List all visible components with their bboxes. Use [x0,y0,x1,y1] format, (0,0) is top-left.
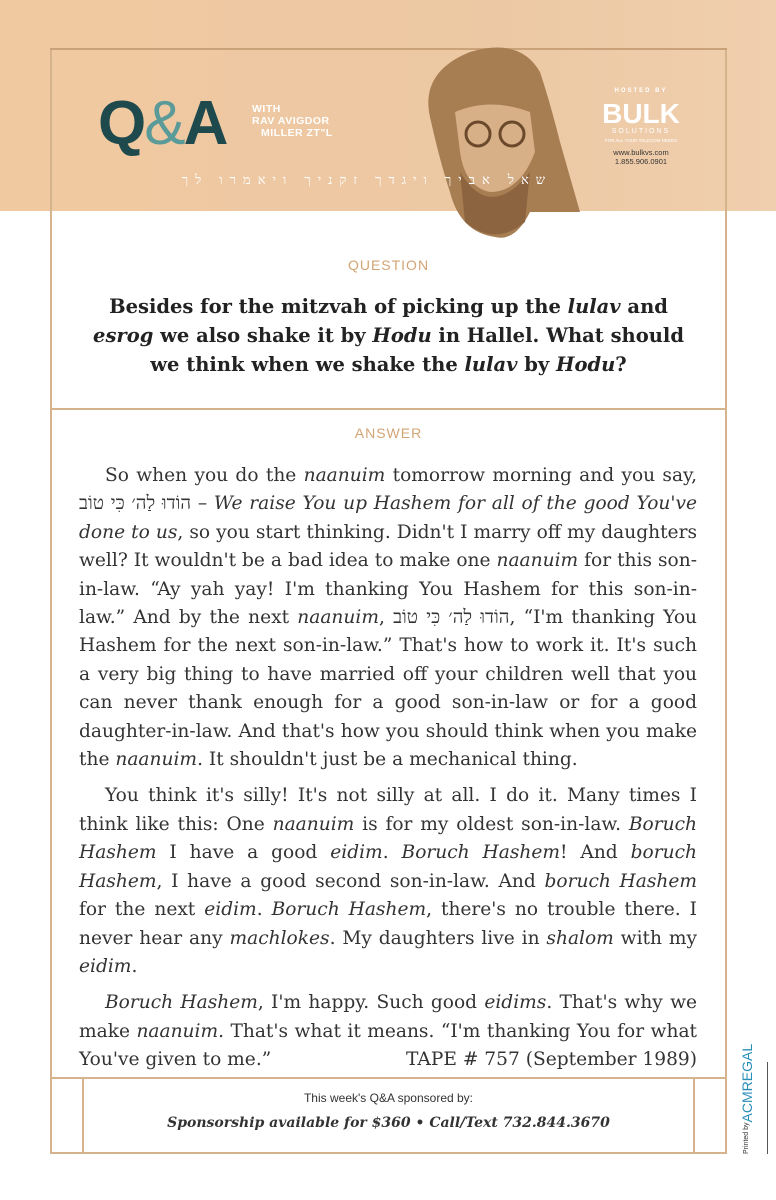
italic-term: naanuim [297,607,379,629]
rav-portrait-icon [410,42,580,242]
italic-term: esrog [93,324,154,347]
hebrew-phrase: הוֹדוּ לַה׳ כִּי טוֹב [393,607,510,629]
italic-term: naanuim [303,465,386,486]
answer-paragraph [79,462,697,774]
printer-logo [738,1043,768,1154]
italic-term: eidim [79,955,132,977]
italic-term: lulav [567,295,621,318]
with-rav-text: WITH RAV AVIGDOR MILLER ZT"L [252,103,333,139]
text-run: eidims [484,992,547,1014]
text-run: , “I'm thanking You Hashem for the next son-in-law.” That's how to work it. It's such a very big thing to have married off your children well that you can never thank enough for a good son-in-law or for a good daughter-in-law. And that's how you should think when you make the [79,607,698,771]
text-run: naanuim [136,1020,219,1042]
text-run: , I have a good second son-in-law. And [156,870,545,892]
sponsored-by-label: This week's Q&A sponsored by: [303,1091,474,1105]
italic-term: lulav [464,353,518,376]
text-run: . It shouldn't just be a mechanical thing. [197,749,578,771]
answer-paragraph [79,782,697,981]
text-run: I have a good [156,842,331,864]
italic-term: eidim [204,899,257,921]
qa-logo: Q&A [98,89,227,158]
italic-term: We raise You up Hashem for all of the good You've done to us [79,493,697,543]
italic-term: Hodu [372,324,432,347]
italic-term: machlokes [229,927,330,949]
answer-label: ANSWER [354,425,423,441]
italic-term: eidim [330,842,383,864]
text-run: Boruch Hashem [105,992,258,1014]
answer-paragraph [79,989,697,1074]
bulk-solutions-logo: HOSTED BY BULK SOLUTIONS FOR ALL YOUR TELECOM NEEDS www.bulkvs.com 1.855.906.0901 [588,88,694,166]
italic-term: naanuim [496,550,579,572]
italic-term: Boruch Hashem [401,842,561,864]
top-rule [50,48,727,50]
text-run: – [191,493,214,515]
italic-term: Boruch Hashem [271,899,427,921]
sponsor-footer [50,1077,727,1154]
text-run: tomorrow morning and you say, [385,465,698,486]
italic-term: naanuim [272,813,355,835]
text-run: ? [615,353,627,376]
text-run: . [256,899,272,921]
text-run: with my [613,927,697,949]
hebrew-phrase: הוֹדוּ לַה׳ כִּי טוֹב [79,493,192,515]
section-divider [50,408,727,410]
text-run: and [620,295,668,318]
text-run: we also shake it by [153,324,373,347]
text-run: for this son-in-law. “Ay yah yay! I'm thanking You Hashem for this son-in-law.” And by the next [79,550,697,629]
printer-brand: ACMREGAL [739,1043,755,1123]
text-run: . [382,842,402,864]
text-run: , there's no trouble there. I never hear any [79,899,697,949]
text-run: . [131,955,138,977]
italic-term: naanuim [115,749,198,771]
question-text [78,292,699,379]
text-run: , [378,607,394,629]
sponsor-phone: 1.855.906.0901 [614,157,668,166]
text-run: by [517,353,557,376]
answer-body [79,462,697,1083]
text-run: , I'm happy. Such good [257,992,485,1014]
italic-term: shalom [546,927,614,949]
question-label: QUESTION [347,257,430,273]
text-run: You think it's silly! It's not silly at all. I do it. Many times I think like this: One [79,785,697,835]
hebrew-tagline: שאל אביך ויגדך זקניך ויאמרו לך [181,173,552,188]
text-run: for the next [79,899,205,921]
italic-term: Boruch Hashem [79,813,697,864]
text-run: . That's what it means. “I'm thanking You for what You've given to me.” [79,1020,698,1071]
sponsorship-text: Sponsorship available for $360 • Call/Text 732.844.3670 [167,1115,610,1131]
text-run: . My daughters live in [329,927,547,949]
sponsor-website: www.bulkvs.com [613,148,669,157]
text-run: in Hallel. What should we think when we shake the [150,324,684,376]
text-run: . That's why we make [79,992,697,1042]
text-run: So when you do the [105,465,304,486]
italic-term: boruch Hashem [79,842,697,892]
italic-term: boruch Hashem [544,870,698,892]
tape-reference: TAPE # 757 (September 1989) [406,1049,697,1071]
printed-by-label: Printed by [743,1122,750,1154]
text-run: ! And [560,842,631,864]
text-run: is for my oldest son-in-law. [354,813,629,835]
italic-term: Hodu [556,353,616,376]
text-run: , so you start thinking. Didn't I marry off my daughters well? It wouldn't be a bad idea to make one [79,521,697,572]
text-run: Besides for the mitzvah of picking up the [109,295,568,318]
